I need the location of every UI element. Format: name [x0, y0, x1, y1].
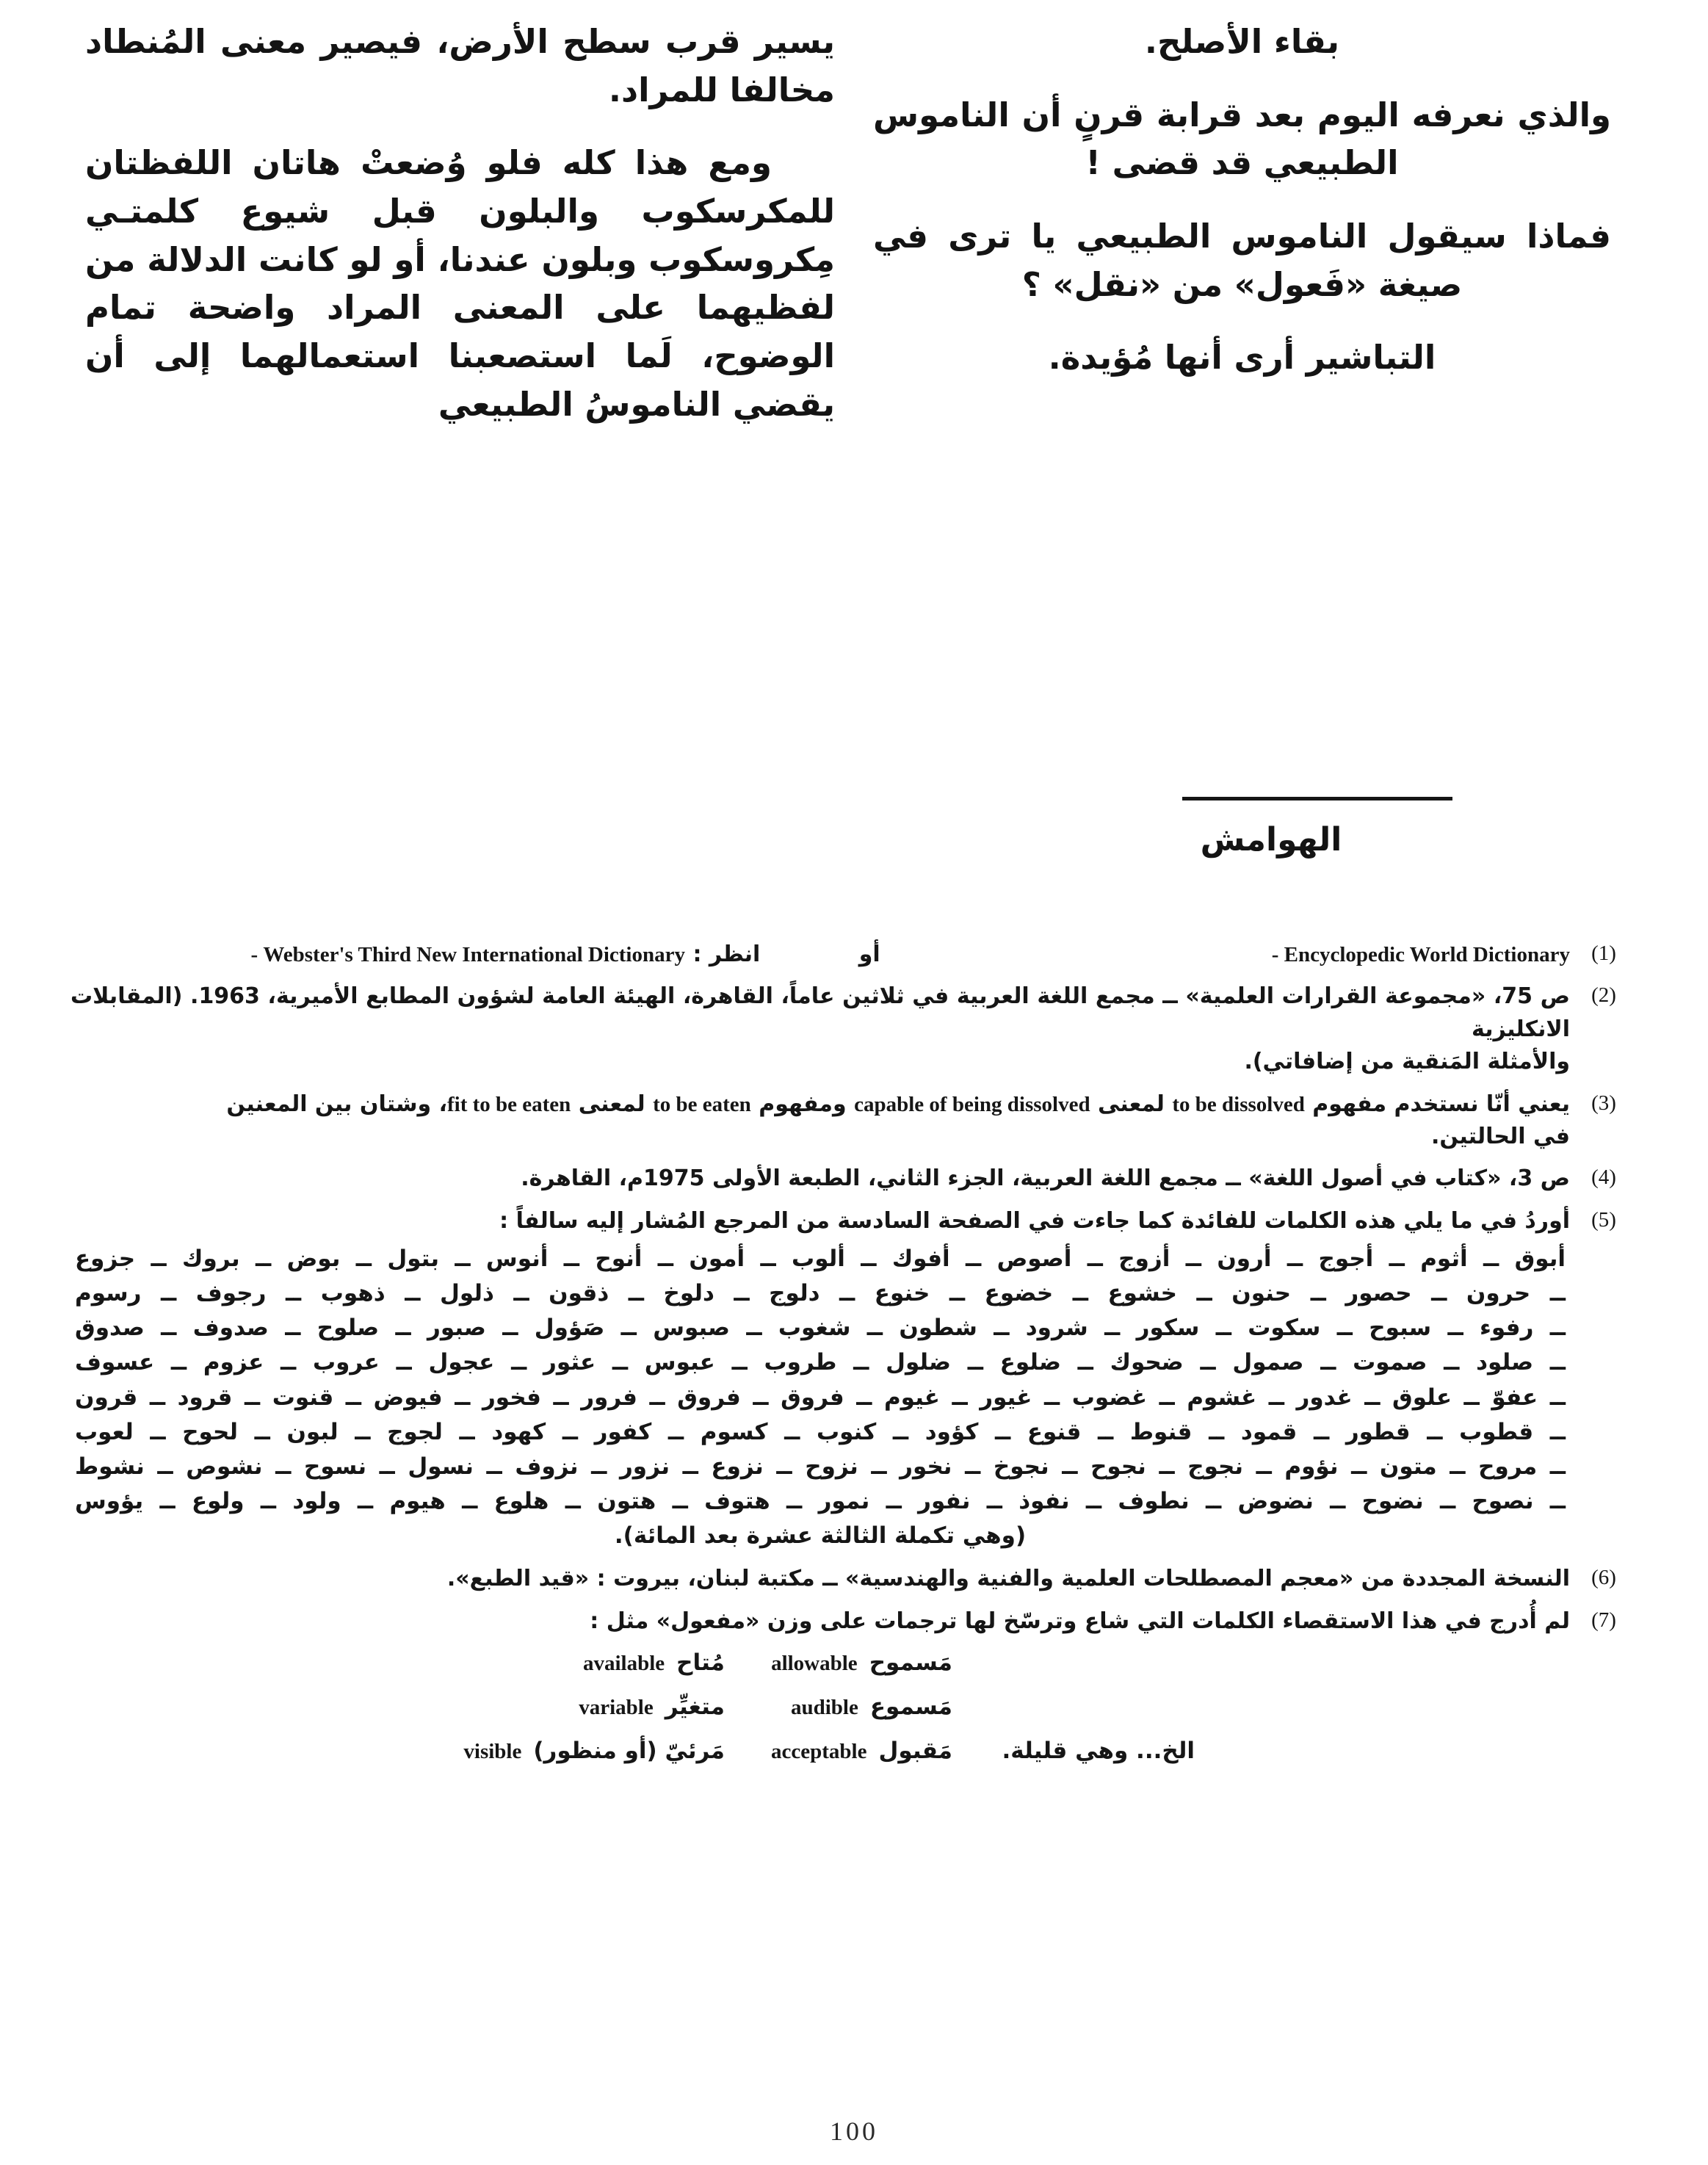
- seg-ar: لمعنى: [571, 1091, 654, 1117]
- wordlist-line: ــ عفوّ ــ علوق ــ غدور ــ غشوم ــ غضوب ــ غيور ــ غيوم ــ فروق ــ فروق ــ فرور ــ فخور ــ فيوض ــ قنوت ــ قرود ــ قرون: [75, 1384, 1566, 1411]
- footnote-body: [70, 1088, 1570, 1154]
- seg-ar: لمعنى: [1090, 1091, 1173, 1117]
- pair-cell-middle: [725, 1647, 952, 1680]
- pair-extra-note: الخ... وهي قليلة.: [1002, 1737, 1195, 1764]
- footnotes-list: [70, 939, 1638, 1798]
- body-column-left: [854, 18, 1655, 454]
- footnote-number: (4): [1591, 1165, 1616, 1190]
- footnote-number: (1): [1591, 941, 1616, 965]
- footnote-item: [70, 980, 1638, 1078]
- footnote-body: [70, 1205, 1570, 1553]
- wordlist-line: أبوق ــ أثوم ــ أجوج ــ أرون ــ أزوج ــ أصوص ــ أفوك ــ ألوب ــ أمون ــ أنوح ــ أنوس ــ بتول ــ بوض ــ بروك ــ جزوع: [75, 1246, 1566, 1273]
- footnote-item: [70, 1605, 1638, 1788]
- pair-arabic: مَسموح: [869, 1649, 952, 1676]
- footnote-5-wordlist: [75, 1242, 1566, 1553]
- wordlist-line: ــ صلود ــ صموت ــ صمول ــ ضحوك ــ ضلوع ــ ضلول ــ طروب ــ عبوس ــ عثور ــ عجول ــ عروب ــ عزوم ــ عسوف: [75, 1349, 1566, 1376]
- pair-cell-middle: [725, 1691, 952, 1724]
- seg-en: capable of being dissolved: [854, 1092, 1090, 1116]
- pair-row: [70, 1647, 1570, 1680]
- footnote-item: [70, 1205, 1638, 1553]
- wordlist-line: ــ نصوح ــ نضوح ــ نضوض ــ نطوف ــ نفوذ ــ نفور ــ نمور ــ هتوف ــ هتون ــ هلوع ــ هيوم ــ ولود ــ ولوع ــ يؤوس: [75, 1487, 1566, 1514]
- seg-en: fit to be eaten: [447, 1092, 571, 1116]
- pair-arabic: متغيِّر: [665, 1693, 725, 1720]
- seg-ar: ومفهوم: [750, 1091, 855, 1117]
- footnote-2-line-2: والأمثلة المَنقية من إضافاتي).: [1244, 1049, 1570, 1075]
- footnote-number: (3): [1591, 1091, 1616, 1115]
- seg-ar: يعني أنّا نستخدم مفهوم: [1304, 1091, 1570, 1117]
- pair-cell-extra: [952, 1647, 1195, 1671]
- pair-cell-extra: [952, 1691, 1195, 1715]
- footnote-body: [70, 1605, 1570, 1788]
- footnote-body: [70, 939, 1570, 971]
- seg-ar: ، وشتان بين المعنين: [226, 1091, 447, 1117]
- footnote-item: [70, 1163, 1638, 1195]
- footnote-5-intro: أوردُ في ما يلي هذه الكلمات للفائدة كما جاءت في الصفحة السادسة من المرجع المُشار إليه سالفاً :: [499, 1207, 1570, 1234]
- footnote-7-pairs-table: [70, 1647, 1570, 1778]
- wordlist-line: ــ حرون ــ حصور ــ حنون ــ خشوع ــ خضوع ــ خنوع ــ دلوج ــ دلوخ ــ ذقون ــ ذلول ــ ذهوب ــ رجوف ــ رسوم: [75, 1280, 1566, 1307]
- paragraph-left-3: فماذا سيقول الناموس الطبيعي يا ترى في صيغة «فَعول» من «نقل» ؟: [873, 217, 1611, 304]
- pair-row: [70, 1691, 1570, 1724]
- footnote-item: [70, 1088, 1638, 1154]
- footnotes-rule: [1182, 797, 1452, 800]
- paragraph-right-2: ومع هذا كله فلو وُضعتْ هاتان اللفظتان للمكرسكوب والبلون قبل شيوع كلمتـي مِكروسكوب وبلون عندنا، أو لو كانت الدلالة من لفظيهما على المعنى المراد واضحة تمام الوضوح، لَما استصعبنا استعمالهما إلى أن يقضي الناموسُ الطبيعي: [85, 143, 835, 424]
- footnote-body: ص 3، «كتاب في أصول اللغة» ــ مجمع اللغة العربية، الجزء الثاني، الطبعة الأولى 1975م، القاهرة.: [521, 1165, 1570, 1192]
- pair-arabic: مَقبول: [878, 1737, 952, 1764]
- paragraph-left-2: والذي نعرفه اليوم بعد قرابة قرنٍ أن الناموس الطبيعي قد قضى !: [873, 95, 1611, 183]
- body-text-columns: [0, 18, 1708, 454]
- seg-en: to be dissolved: [1172, 1092, 1305, 1116]
- pair-english: allowable: [771, 1651, 858, 1675]
- footnote-3-line-1: [70, 1088, 1570, 1121]
- pair-cell-right: [446, 1691, 725, 1724]
- footnote-body: [70, 980, 1570, 1078]
- pair-row: [70, 1735, 1570, 1778]
- footnote-body: النسخة المجددة من «معجم المصطلحات العلمية والفنية والهندسية» ــ مكتبة لبنان، بيروت : «قيد الطبع».: [446, 1566, 1570, 1592]
- footnote-item: [70, 939, 1638, 971]
- pair-cell-right: [446, 1647, 725, 1680]
- wordlist-line: ــ قطوب ــ قطور ــ قمود ــ قنوط ــ قنوع ــ كؤود ــ كنوب ــ كسوم ــ كفور ــ كهود ــ لجوج ــ لبون ــ لحوح ــ لعوب: [75, 1418, 1566, 1445]
- pair-cell-extra: [952, 1735, 1195, 1768]
- footnote-1-connector: أو: [858, 941, 880, 967]
- footnote-1-english-a: - Webster's Third New International Dictionary: [250, 943, 685, 966]
- footnotes-heading: الهوامش: [1200, 821, 1342, 859]
- wordlist-line: ــ مروح ــ متون ــ نؤوم ــ نجوج ــ نجوح ــ نجوخ ــ نخور ــ نزوح ــ نزوع ــ نزور ــ نزوف ــ نسول ــ نسوح ــ نشوص ــ نشوط: [75, 1453, 1566, 1480]
- paragraph-left-1: بقاء الأصلح.: [1144, 22, 1340, 61]
- seg-en: to be eaten: [653, 1092, 751, 1116]
- pair-cell-right: [446, 1735, 725, 1778]
- footnote-item: [70, 1563, 1638, 1595]
- footnote-2-line-1: ص 75، «مجموعة القرارات العلمية» ــ مجمع اللغة العربية في ثلاثين عاماً، القاهرة، الهيئة العامة لشؤون المطابع الأميرية، 1963. (المقابلات الانكليزية: [70, 983, 1571, 1042]
- pair-english: audible: [790, 1695, 858, 1719]
- footnote-number: (7): [1591, 1608, 1616, 1632]
- pair-arabic: مَرئيّ (أو منظور): [533, 1737, 725, 1764]
- body-column-right: [53, 18, 854, 454]
- footnote-number: (5): [1591, 1207, 1616, 1232]
- footnote-number: (6): [1591, 1566, 1616, 1590]
- pair-english: acceptable: [771, 1739, 867, 1763]
- pair-english: visible: [463, 1739, 522, 1763]
- footnote-5-closing: (وهي تكملة الثالثة عشرة بعد المائة).: [614, 1522, 1027, 1549]
- footnote-number: (2): [1591, 983, 1616, 1008]
- pair-arabic: مُتاح: [676, 1649, 725, 1676]
- pair-english: variable: [579, 1695, 654, 1719]
- footnote-7-intro: لم أُدرج في هذا الاستقصاء الكلمات التي شاع وترسّخ لها ترجمات على وزن «مفعول» مثل :: [590, 1608, 1570, 1634]
- footnotes-header: [1084, 797, 1539, 859]
- page-number: 100: [830, 2117, 878, 2146]
- pair-cell-middle: [725, 1735, 952, 1778]
- pair-arabic: مَسموع: [869, 1693, 952, 1720]
- paragraph-right-1: يسير قرب سطح الأرض، فيصير معنى المُنطاد مخالفا للمراد.: [85, 22, 835, 109]
- pair-english: available: [582, 1651, 665, 1675]
- footnote-3-line-2: في الحالتين.: [1430, 1123, 1570, 1149]
- wordlist-line: ــ رفوء ــ سبوح ــ سكوت ــ سكور ــ شرود ــ شطون ــ شغوب ــ صبوس ــ صَؤول ــ صبور ــ صلوح ــ صدوف ــ صدوق: [75, 1315, 1566, 1342]
- paragraph-left-4: التباشير أرى أنها مُؤيدة.: [1048, 338, 1436, 377]
- footnote-1-part-a: انظر : - Webster's Third New International Dictionary: [250, 941, 761, 967]
- footnote-1-english-b: - Encyclopedic World Dictionary: [1271, 943, 1570, 966]
